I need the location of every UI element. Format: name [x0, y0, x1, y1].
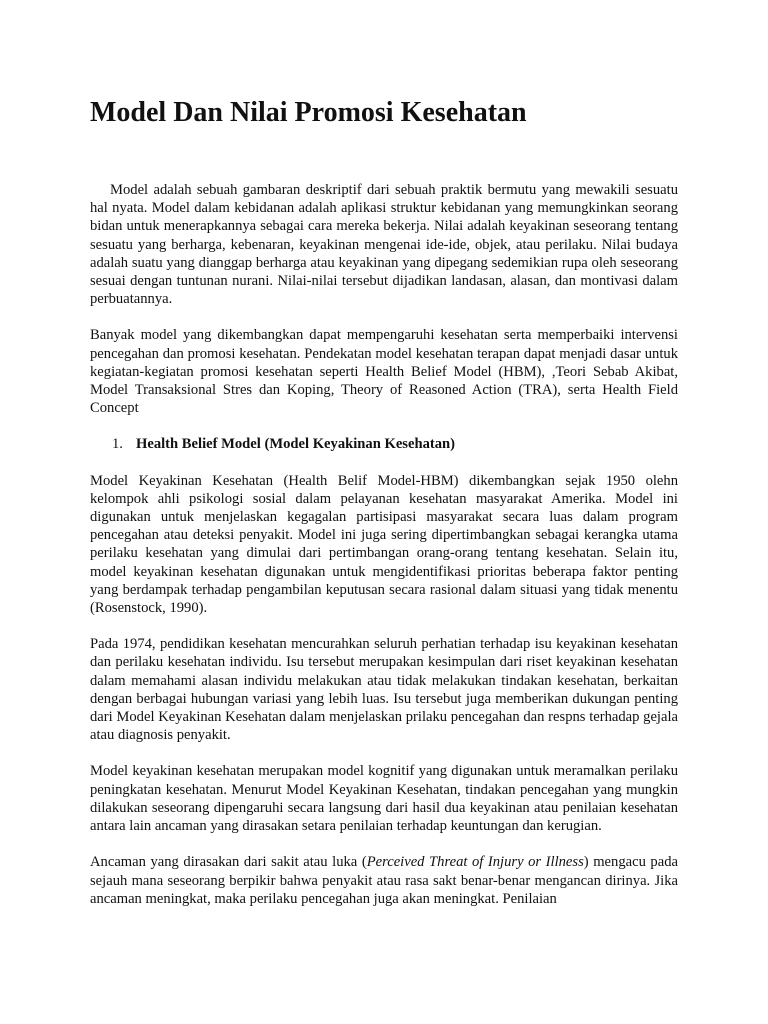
paragraph-hbm-cognitive: Model keyakinan kesehatan merupakan model kognitif yang digunakan untuk meramalkan perilaku peningkatan kesehatan. Menurut Model Keyakinan Kesehatan, tindakan pencegahan yang mungkin dilakukan seseorang dipengaruhi secara langsung dari hasil dua keyakinan atau penilaian kesehatan antara lain ancaman yang dirasakan setara penilaian terhadap keuntungan dan kerugian.	[90, 763, 678, 835]
paragraph-perceived-threat	[90, 853, 678, 908]
perceived-threat-term: Perceived Threat of Injury or Illness	[366, 854, 584, 871]
perceived-threat-text-end: ) mengacu pada sejauh mana seseorang berpikir bahwa penyakit atau rasa sakt benar-benar mengancan dirinya. Jika ancaman meningkat, maka perilaku pencegahan juga akan meningkat. Penilaian	[90, 854, 678, 907]
paragraph-intro: Model adalah sebuah gambaran deskriptif dari sebuah praktik bermutu yang mewakili sesuatu hal nyata. Model dalam kebidanan adalah aplikasi struktur kebidanan yang memungkinkan seorang bidan untuk menerapkannya sebagai cara mereka bekerja. Nilai adalah keyakinan seseorang tentang sesuatu yang berharga, kebenaran, keyakinan mengenai ide-ide, objek, atau perilaku. Nilai budaya adalah suatu yang dianggap berharga atau keyakinan yang dipegang sedemikian rupa oleh seseorang sesuai dengan tuntunan nurani. Nilai-nilai tersebut dijadikan landasan, alasan, dan montivasi dalam perbuatannya.	[90, 182, 678, 308]
paragraph-hbm-1974: Pada 1974, pendidikan kesehatan mencurahkan seluruh perhatian terhadap isu keyakinan kesehatan dan perilaku kesehatan individu. Isu tersebut merupakan kesimpulan dari riset keyakinan kesehatan dalam memahami alasan individu melakukan atau tidak melakukan tindakan kesehatan, berkaitan dengan berbagai hubungan variasi yang lebih luas. Isu tersebut juga memberikan dukungan penting dari Model Keyakinan Kesehatan dalam menjelaskan prilaku pencegahan dan respns terhadap gejala atau diagnosis penyakit.	[90, 636, 678, 744]
document-body	[90, 181, 678, 926]
paragraph-models-overview: Banyak model yang dikembangkan dapat mempengaruhi kesehatan serta memperbaiki intervensi pencegahan dan promosi kesehatan. Pendekatan model kesehatan terapan dapat menjadi dasar untuk kegiatan-kegiatan promosi kesehatan seperti Health Belief Model (HBM), ,Teori Sebab Akibat, Model Transaksional Stres dan Koping, Theory of Reasoned Action (TRA), serta Health Field Concept	[90, 327, 678, 417]
perceived-threat-text-start: Ancaman yang dirasakan dari sakit atau luka (	[90, 854, 367, 871]
section-number: 1.	[112, 436, 123, 453]
section-heading	[90, 435, 678, 453]
section-title: Health Belief Model (Model Keyakinan Kesehatan)	[136, 436, 456, 453]
page-title: Model Dan Nilai Promosi Kesehatan	[90, 97, 527, 128]
paragraph-hbm-history: Model Keyakinan Kesehatan (Health Belif Model-HBM) dikembangkan sejak 1950 olehn kelompok ahli psikologi sosial dalam pelayanan kesehatan masyarakat Amerika. Model ini digunakan untuk menjelaskan kegagalan partisipasi masyarakat secara luas dalam program pencegahan atau deteksi penyakit. Model ini juga sering dipertimbangkan sebagai kerangka utama perilaku kesehatan yang dimulai dari pertimbangan orang-orang tentang kesehatan. Selain itu, model keyakinan kesehatan digunakan untuk mengidentifikasi prioritas beberapa faktor penting yang berdampak terhadap pengambilan keputusan secara rasional dalam situasi yang tidak menentu (Rosenstock, 1990).	[90, 472, 678, 617]
